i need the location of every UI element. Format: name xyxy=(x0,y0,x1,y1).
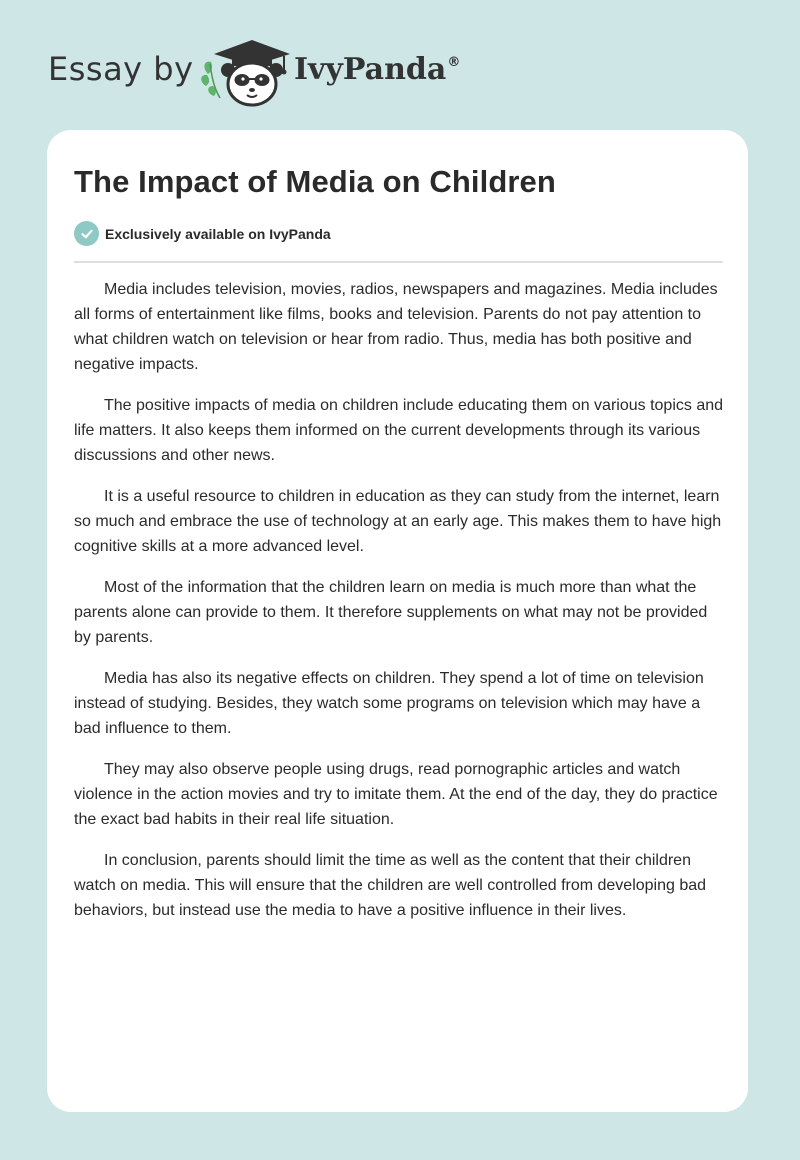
essay-paragraph: They may also observe people using drugs, read pornographic articles and watch violence in the action movies and try to imitate them. At the end of the day, they do practice the exact bad habits in their real life situation. xyxy=(74,761,718,828)
ivy-leaf-icon xyxy=(201,62,220,98)
brand-name: IvyPanda® xyxy=(294,52,461,87)
essay-paragraph: Media includes television, movies, radios, newspapers and magazines. Media includes all forms of entertainment like films, books and television. Parents do not pay attention to what children watch on television or hear from radio. Thus, media has both positive and negative impacts. xyxy=(74,281,718,373)
title-divider xyxy=(74,261,723,263)
essay-paragraph: Most of the information that the children learn on media is much more than what the parents alone can provide to them. It therefore supplements on what may not be provided by parents. xyxy=(74,579,708,646)
check-circle-icon xyxy=(74,221,99,246)
essay-title: The Impact of Media on Children xyxy=(74,164,556,199)
essay-paragraph: In conclusion, parents should limit the time as well as the content that their children watch on media. This will ensure that the children are well controlled from developing bad behaviors, but instead use the media to have a positive influence in their lives. xyxy=(74,852,707,919)
panda-graduate-logo-icon xyxy=(198,34,294,110)
essay-paragraph: It is a useful resource to children in education as they can study from the internet, learn so much and embrace the use of technology at an early age. This makes them to have high cognitive skills at a more advanced level. xyxy=(74,488,722,555)
essay-card xyxy=(47,130,748,1112)
exclusive-badge-text: Exclusively available on IvyPanda xyxy=(105,225,331,242)
essay-paragraph: The positive impacts of media on children include educating them on various topics and life matters. It also keeps them informed on the current developments through its various discussions and other news. xyxy=(74,397,724,464)
essay-body xyxy=(74,277,724,939)
site-header xyxy=(48,34,508,114)
essay-paragraph: Media has also its negative effects on children. They spend a lot of time on television instead of studying. Besides, they watch some programs on television which may have a bad influence to them. xyxy=(74,670,704,737)
essay-by-label: Essay by xyxy=(48,50,194,88)
exclusive-badge xyxy=(74,221,331,246)
